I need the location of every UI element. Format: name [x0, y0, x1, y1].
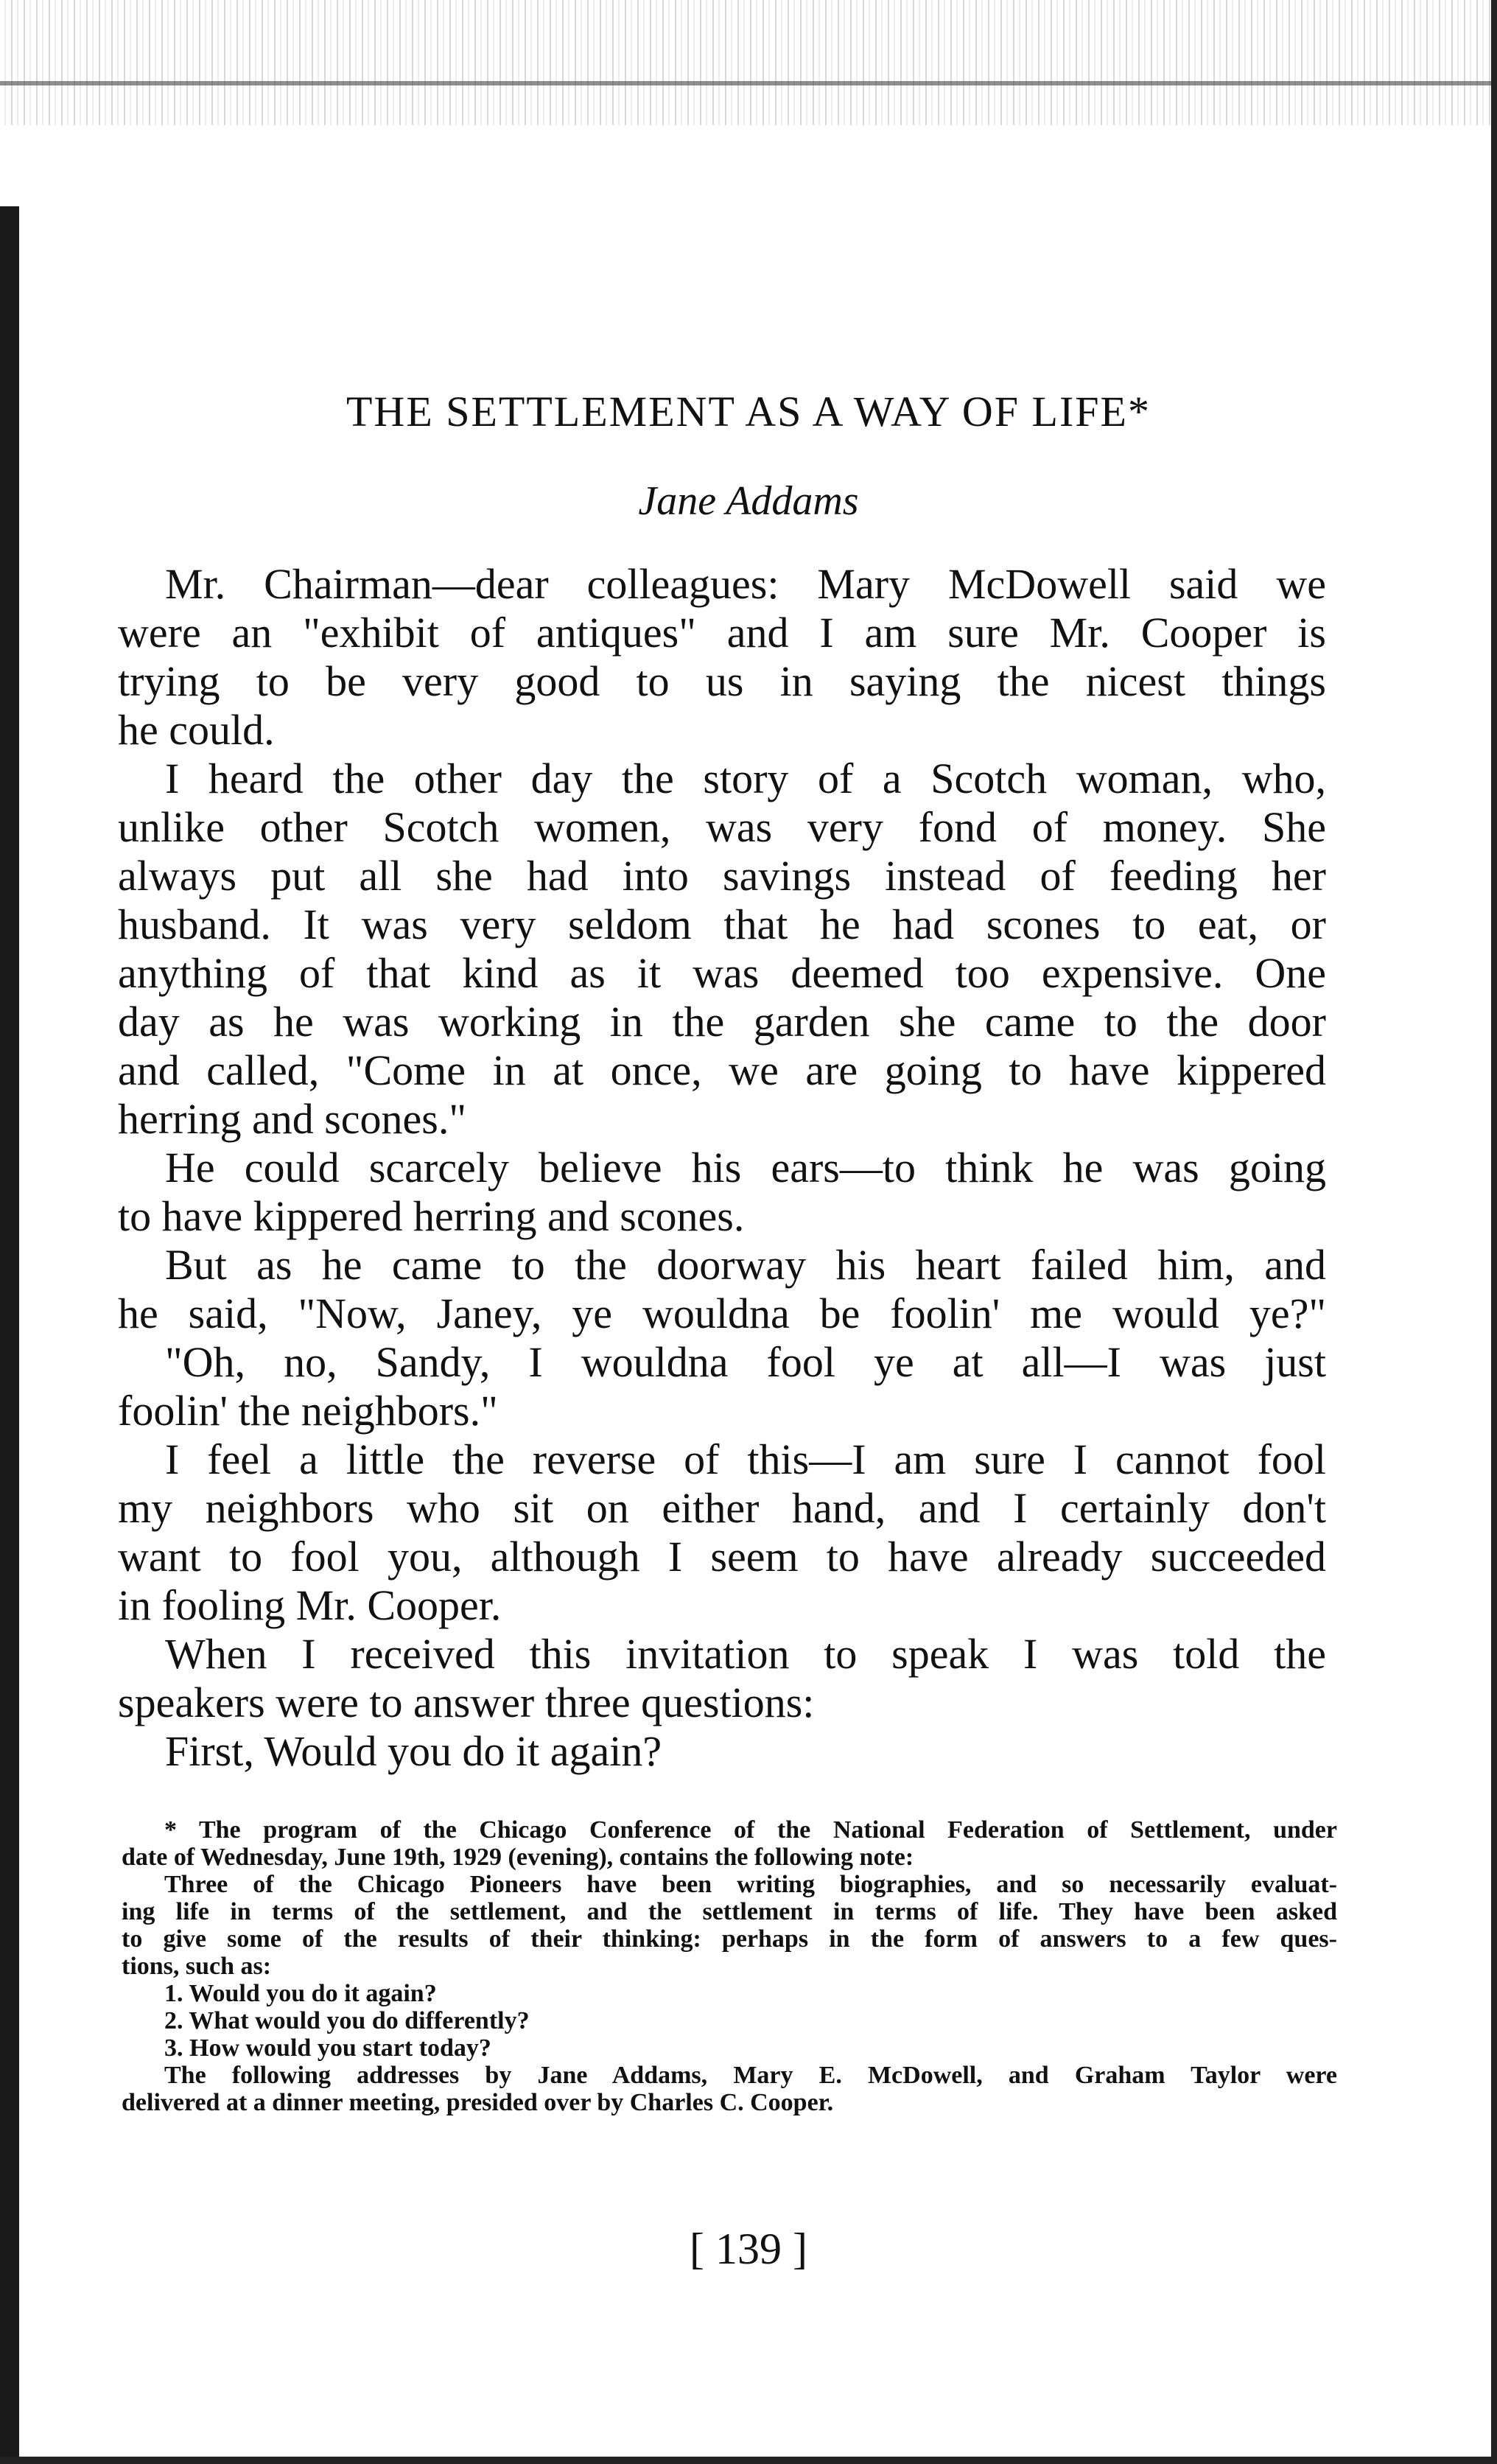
article-body — [118, 560, 1326, 1776]
footnote-line: ing life in terms of the settlement, and the settlement in terms of life. They have been asked — [122, 1898, 1337, 1925]
scan-top-edge — [0, 0, 1497, 125]
footnote-line: Three of the Chicago Pioneers have been writing biographies, and so necessarily evaluat- — [164, 1871, 1337, 1898]
footnote-line: 3. How would you start today? — [164, 2034, 491, 2062]
body-text-line: in fooling Mr. Cooper. — [118, 1581, 502, 1629]
body-text-line: When I received this invitation to speak I was told the — [165, 1630, 1326, 1678]
scan-right-edge — [1491, 0, 1497, 2464]
article-author: Jane Addams — [638, 478, 859, 524]
body-text-line: foolin' the neighbors." — [118, 1387, 498, 1435]
scan-left-edge — [0, 206, 19, 2461]
body-text-line: always put all she had into savings instead of feeding her — [118, 852, 1326, 900]
body-text-line: Mr. Chairman—dear colleagues: Mary McDowell said we — [165, 560, 1326, 608]
body-text-line: he said, "Now, Janey, ye wouldna be foolin' me would ye?" — [118, 1289, 1326, 1337]
body-text-line: husband. It was very seldom that he had scones to eat, or — [118, 900, 1326, 948]
body-text-line: trying to be very good to us in saying the nicest things — [118, 657, 1326, 705]
footnote-block — [122, 1816, 1337, 2116]
body-text-line: anything of that kind as it was deemed too expensive. One — [118, 949, 1326, 997]
body-text-line: But as he came to the doorway his heart failed him, and — [165, 1241, 1326, 1289]
body-text-line: I heard the other day the story of a Scotch woman, who, — [165, 755, 1326, 802]
body-text-line: I feel a little the reverse of this—I am sure I cannot fool — [165, 1435, 1326, 1483]
footnote-line: date of Wednesday, June 19th, 1929 (evening), contains the following note: — [122, 1844, 914, 1871]
footnote-line: tions, such as: — [122, 1953, 272, 1980]
body-text-line: and called, "Come in at once, we are going to have kippered — [118, 1046, 1326, 1094]
scan-left-margin — [19, 206, 27, 2461]
body-text-line: want to fool you, although I seem to have already succeeded — [118, 1533, 1326, 1581]
body-text-line: "Oh, no, Sandy, I wouldna fool ye at all—I was just — [165, 1338, 1326, 1386]
body-text-line: He could scarcely believe his ears—to think he was going — [165, 1144, 1326, 1191]
body-text-line: unlike other Scotch women, was very fond of money. She — [118, 803, 1326, 851]
body-text-line: he could. — [118, 706, 275, 754]
scan-bottom-edge — [0, 2457, 1497, 2464]
footnote-line: delivered at a dinner meeting, presided over by Charles C. Cooper. — [122, 2089, 834, 2116]
article-title: THE SETTLEMENT AS A WAY OF LIFE* — [346, 388, 1151, 435]
body-text-line: herring and scones." — [118, 1095, 467, 1143]
body-text-line: day as he was working in the garden she came to the door — [118, 998, 1326, 1046]
footnote-line: The following addresses by Jane Addams, Mary E. McDowell, and Graham Taylor were — [164, 2062, 1337, 2089]
body-text-line: were an "exhibit of antiques" and I am sure Mr. Cooper is — [118, 609, 1326, 657]
body-text-line: First, Would you do it again? — [165, 1727, 662, 1775]
body-text-line: speakers were to answer three questions: — [118, 1679, 815, 1726]
body-text-line: my neighbors who sit on either hand, and I certainly don't — [118, 1484, 1326, 1532]
footnote-line: 2. What would you do differently? — [164, 2007, 530, 2034]
page-number: [ 139 ] — [690, 2225, 807, 2273]
scan-top-rule — [0, 81, 1497, 85]
footnote-line: to give some of the results of their thinking: perhaps in the form of answers to a few ques- — [122, 1925, 1337, 1953]
footnote-line: * The program of the Chicago Conference of the National Federation of Settlement, under — [164, 1816, 1337, 1844]
body-text-line: to have kippered herring and scones. — [118, 1192, 745, 1240]
footnote-line: 1. Would you do it again? — [164, 1980, 437, 2007]
